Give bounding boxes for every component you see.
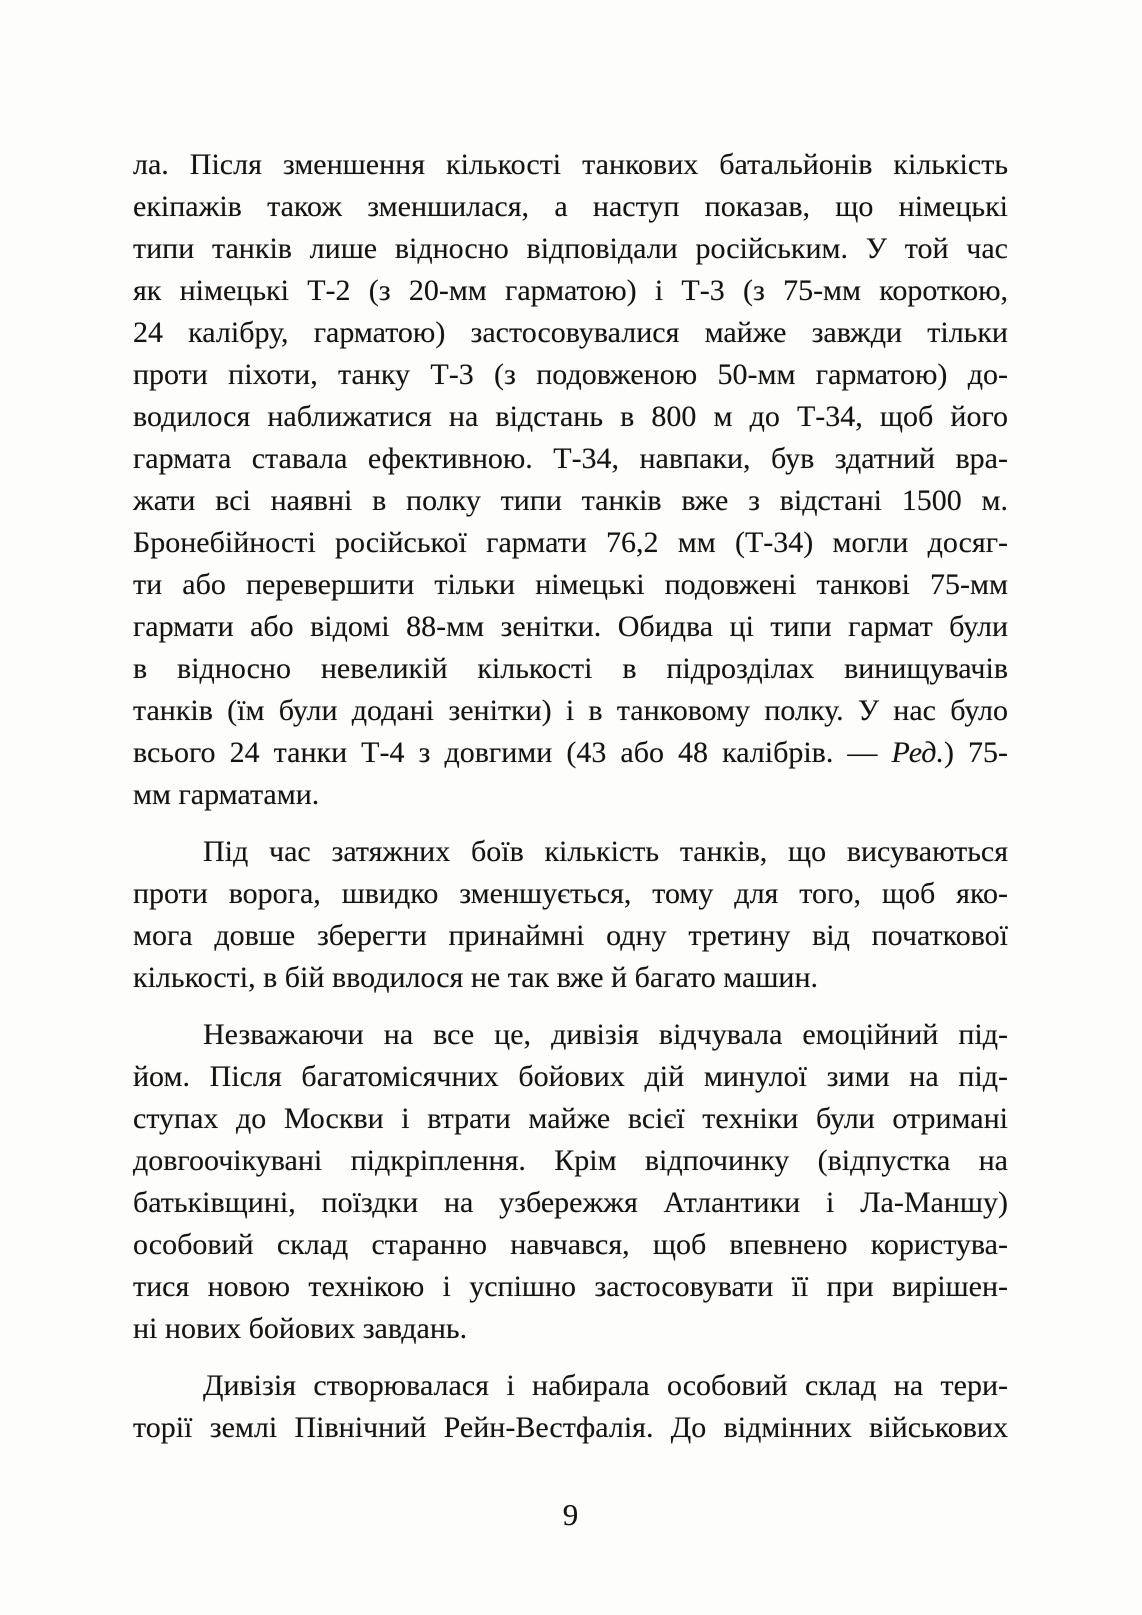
text-line	[133, 228, 1008, 270]
text-segment: ти або перевершити тільки німецькі подовжені танкові 75-мм	[133, 568, 1008, 601]
text-line	[133, 270, 1008, 312]
text-line	[133, 1098, 1008, 1140]
text-segment: йом. Після багатомісячних бойових дій минулої зими на під-	[133, 1060, 1008, 1093]
text-line	[133, 1308, 1008, 1350]
text-line	[133, 915, 1008, 957]
text-segment: танків (їм були додані зенітки) і в танковому полку. У нас було	[133, 694, 1008, 727]
text-segment: Під час затяжних боїв кількість танків, що висуваються	[203, 835, 1008, 868]
text-segment: ) 75-	[943, 736, 1009, 769]
text-line	[133, 438, 1008, 480]
text-line	[133, 396, 1008, 438]
text-segment: мога довше зберегти принаймні одну третину від початкової	[133, 919, 1008, 952]
text-line	[133, 564, 1008, 606]
text-segment: як німецькі Т-2 (з 20-мм гарматою) і Т-3 (з 75-мм короткою,	[133, 274, 1008, 307]
text-line	[133, 1140, 1008, 1182]
text-line	[133, 690, 1008, 732]
text-segment: 24 калібру, гарматою) застосовувалися майже завжди тільки	[133, 316, 1008, 349]
text-line	[133, 144, 1008, 186]
text-segment: ступах до Москви і втрати майже всієї техніки були отримані	[133, 1102, 1008, 1135]
paragraph	[133, 1365, 1008, 1449]
text-segment: водилося наближатися на відстань в 800 м до Т-34, щоб його	[133, 400, 1008, 433]
text-line	[133, 354, 1008, 396]
text-line	[133, 480, 1008, 522]
text-line	[133, 957, 1008, 999]
text-segment: батьківщині, поїздки на узбережжя Атлантики і Ла-Маншу)	[133, 1186, 1008, 1219]
text-line	[133, 831, 1008, 873]
text-segment: мм гарматами.	[133, 778, 320, 811]
text-line	[133, 522, 1008, 564]
text-segment: в відносно невеликій кількості в підрозділах винищувачів	[133, 652, 1008, 685]
text-segment: довгоочікувані підкріплення. Крім відпочинку (відпустка на	[133, 1144, 1008, 1177]
text-segment: кількості, в бій вводилося не так вже й багато машин.	[133, 961, 819, 994]
text-segment: гармата ставала ефективною. Т-34, навпаки, був здатний вра-	[133, 442, 1008, 475]
text-line	[133, 1365, 1008, 1407]
text-line	[133, 1014, 1008, 1056]
text-segment: всього 24 танки Т-4 з довгими (43 або 48 калібрів. —	[133, 736, 892, 769]
text-segment: Бронебійності російської гармати 76,2 мм (Т-34) могли досяг-	[133, 526, 1008, 559]
text-line	[133, 1266, 1008, 1308]
text-line	[133, 648, 1008, 690]
text-segment: типи танків лише відносно відповідали російським. У той час	[133, 232, 1008, 265]
text-segment: ні нових бойових завдань.	[133, 1312, 468, 1345]
page-number: 9	[562, 1497, 579, 1532]
text-segment: жати всі наявні в полку типи танків вже з відстані 1500 м.	[133, 484, 1008, 517]
text-segment: торії землі Північний Рейн-Вестфалія. До відмінних військових	[133, 1411, 1008, 1444]
text-line	[133, 1407, 1008, 1449]
text-segment: ла. Після зменшення кількості танкових батальйонів кількість	[133, 148, 1008, 181]
text-segment: особовий склад старанно навчався, щоб впевнено користува-	[133, 1228, 1008, 1261]
editor-note-italic: Ред.	[891, 736, 944, 769]
text-block	[133, 144, 1008, 1449]
text-segment: тися новою технікою і успішно застосовувати її при вирішен-	[133, 1270, 1008, 1303]
text-segment: гармати або відомі 88-мм зенітки. Обидва ці типи гармат були	[133, 610, 1008, 643]
text-line	[133, 774, 1008, 816]
text-segment: проти піхоти, танку Т-3 (з подовженою 50-мм гарматою) до-	[133, 358, 1008, 391]
text-segment: проти ворога, швидко зменшується, тому для того, щоб яко-	[133, 877, 1008, 910]
text-segment: Незважаючи на все це, дивізія відчувала емоційний під-	[203, 1018, 1008, 1051]
paragraph	[133, 1014, 1008, 1350]
text-line	[133, 873, 1008, 915]
text-line	[133, 1224, 1008, 1266]
text-segment: екіпажів також зменшилася, а наступ показав, що німецькі	[133, 190, 1008, 223]
text-segment: Дивізія створювалася і набирала особовий склад на тери-	[203, 1369, 1008, 1402]
text-line	[133, 606, 1008, 648]
text-line	[133, 186, 1008, 228]
text-line	[133, 1056, 1008, 1098]
paragraph	[133, 831, 1008, 999]
paragraph	[133, 144, 1008, 816]
text-line	[133, 1182, 1008, 1224]
text-line	[133, 732, 1008, 774]
text-line	[133, 312, 1008, 354]
